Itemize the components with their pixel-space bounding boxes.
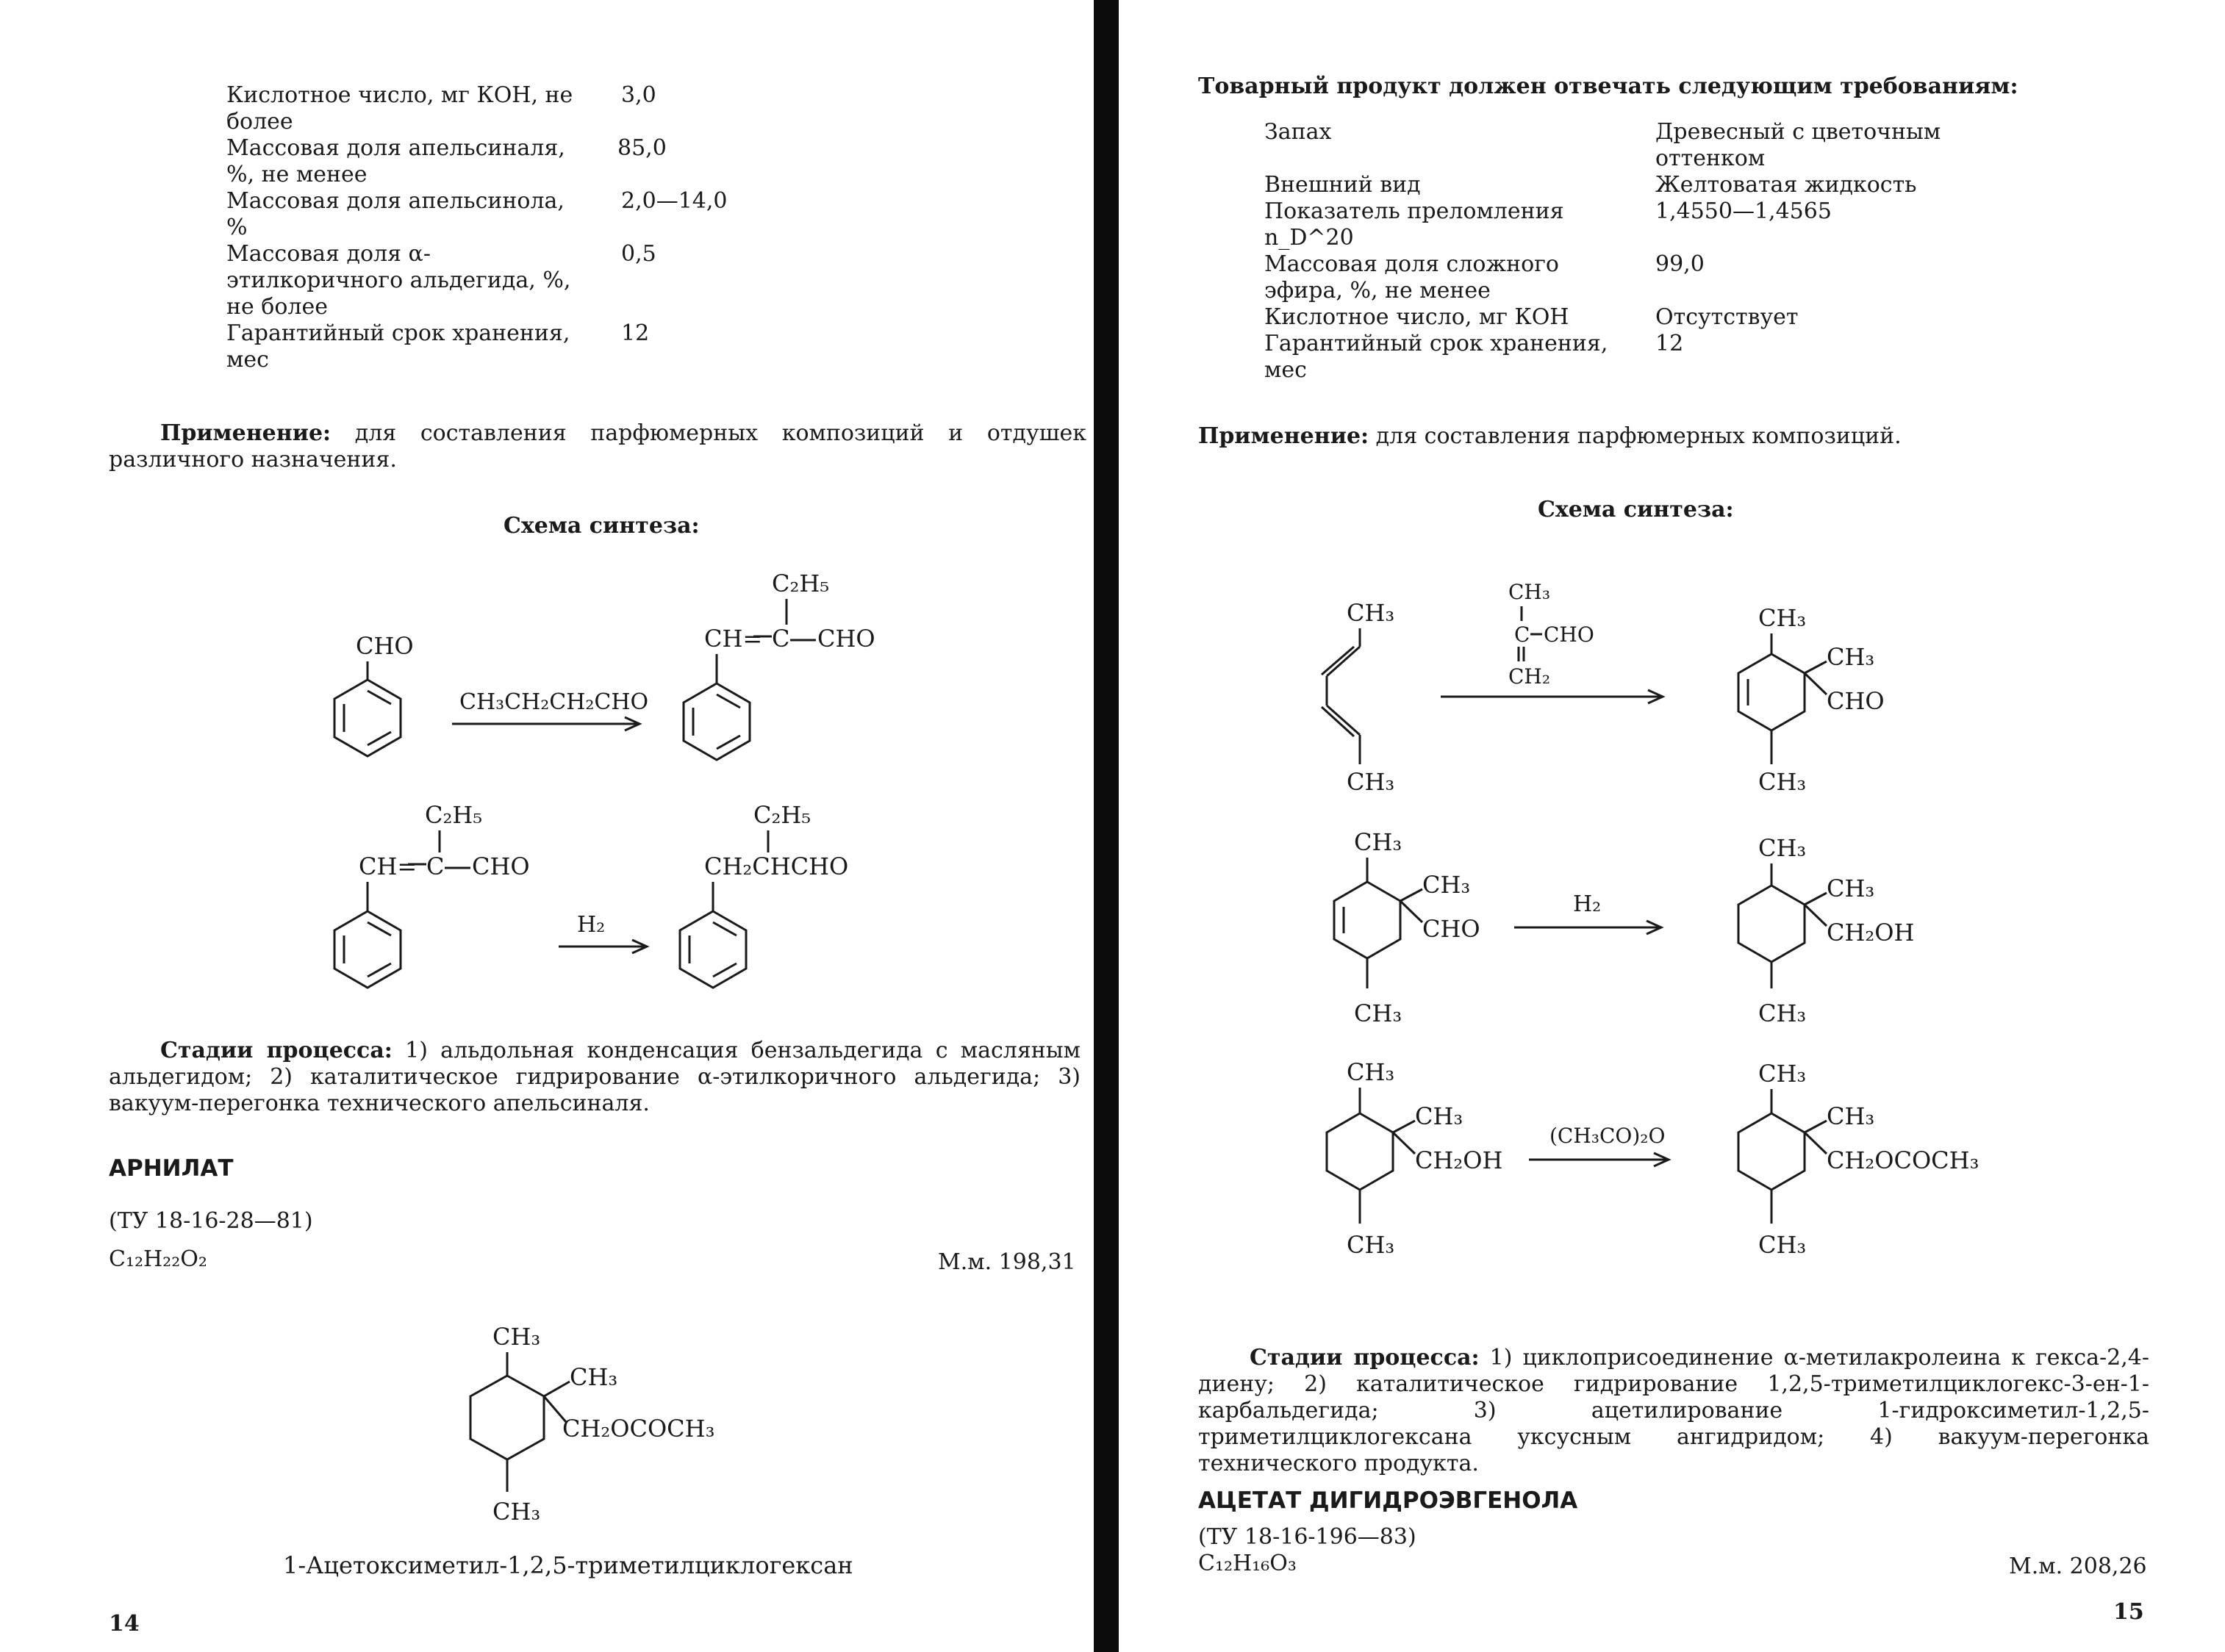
product-title: АРНИЛАТ [109,1155,234,1182]
ethylcinnamaldehyde-structure [334,801,530,988]
svg-text:CH₃: CH₃ [1758,604,1807,632]
spec-value: 0,5 [621,241,656,267]
apelsinal-structure [680,801,848,988]
svg-text:CH₂OH: CH₂OH [1827,919,1915,947]
svg-text:CHO: CHO [472,852,530,880]
stages-label: Стадии процесса: [160,1038,393,1063]
svg-text:C: C [772,625,790,653]
spec-label: Массовая доля α-этилкоричного альдегида, %, не более [226,241,571,320]
svg-text:CHO: CHO [817,625,875,653]
stages-paragraph [1198,1345,2149,1477]
spec-label: Массовая доля апельсиналя, %, не менее [226,135,565,187]
svg-text:CH₃: CH₃ [1758,1231,1807,1259]
spec-label: Кислотное число, мг КОН [1264,304,1569,330]
spec-value: Отсутствует [1655,304,1799,330]
svg-text:CH₃: CH₃ [1415,1102,1463,1130]
trimethylcyclohexylmethanol-structure [1738,834,1914,1027]
structure-caption: 1-Ацетоксиметил-1,2,5-триметилциклогексан [283,1551,853,1579]
svg-text:CH₂CHCHO: CH₂CHCHO [704,852,849,880]
svg-text:CH₃: CH₃ [1758,768,1807,796]
svg-text:CH₃: CH₃ [1827,875,1875,902]
svg-text:CH₃: CH₃ [1422,871,1471,899]
svg-text:C₂H₅: C₂H₅ [753,801,811,829]
spec-label: Внешний вид [1264,172,1421,198]
arnilat-structure [470,1323,714,1526]
stages-label: Стадии процесса: [1250,1345,1480,1371]
svg-text:CH₃: CH₃ [1347,1231,1395,1259]
product-title: АЦЕТАТ ДИГИДРОЭВГЕНОЛА [1198,1487,1578,1514]
svg-text:CH₂OCOCH₃: CH₂OCOCH₃ [1827,1146,1979,1174]
molecular-mass: М.м. 208,26 [2009,1554,2147,1579]
svg-text:CHO: CHO [356,632,414,660]
reagent-label: H₂ [577,912,606,938]
reaction-arrow [452,689,648,730]
svg-text:CH₃: CH₃ [1758,999,1807,1027]
spec-value: 3,0 [621,82,656,108]
svg-text:CH₃: CH₃ [1347,768,1395,796]
scheme-title: Схема синтеза: [1538,497,1734,522]
stages-paragraph [109,1038,1081,1117]
svg-text:CH=: CH= [704,625,763,653]
product-formula: C₁₂H₂₂O₂ [109,1246,207,1272]
reaction-arrow [1514,891,1661,934]
svg-text:C: C [1514,622,1530,647]
spec-value: Древесный с цветочным оттенком [1655,119,1941,171]
spec-value: 85,0 [617,135,667,161]
svg-text:C₂H₅: C₂H₅ [772,570,830,597]
svg-text:CH₃: CH₃ [1758,834,1807,862]
application-text: для составления парфюмерных композиций. [1375,423,1902,449]
svg-text:CH₂OH: CH₂OH [1415,1146,1503,1174]
product-tu: (ТУ 18-16-196—83) [1198,1524,1416,1550]
spec-label: Показатель преломления n_D^20 [1264,198,1564,251]
svg-text:CH₃: CH₃ [1347,1058,1395,1086]
svg-text:CH₃: CH₃ [1354,999,1402,1027]
stages-text: 1) циклоприсоединение α-метилакролеина к гекса-2,4-диену; 2) каталитическое гидрирование 1,2,5-триметилциклогекс-3-ен-1-карбальдегида; 3) ацетилирование 1-гидроксиметил-1,2,5-триметилциклогексана уксусным ангидридом; 4) вакуум-перегонка технического продукта. [1198,1345,2149,1476]
spec-value: Желтоватая жидкость [1655,172,1917,198]
reaction-arrow [1441,690,1663,703]
trimethylcyclohexene-carbaldehyde-structure [1334,828,1480,1027]
benzaldehyde-structure [334,632,414,756]
stages-text: 1) альдольная конденсация бензальдегида с масляным альдегидом; 2) каталитическое гидрирование α-этилкоричного альдегида; 3) вакуум-перегонка технического апельсиналя. [109,1038,1081,1116]
page-number: 14 [109,1611,140,1637]
svg-text:CH₃: CH₃ [1827,643,1875,671]
svg-text:CH₂: CH₂ [1508,664,1551,689]
product-formula: C₁₂H₁₆O₃ [1198,1551,1297,1576]
svg-text:CHO: CHO [1422,915,1480,943]
methacrolein-structure [1508,580,1594,689]
svg-text:CH₃: CH₃ [492,1323,541,1351]
spec-value: 12 [621,320,650,346]
spec-value: 2,0—14,0 [621,188,728,214]
reagent-label: (CH₃CO)₂O [1549,1124,1666,1148]
spec-value: 1,4550—1,4565 [1655,198,1832,224]
svg-text:CH=: CH= [359,852,418,880]
spec-label: Массовая доля сложного эфира, %, не менее [1264,251,1559,304]
svg-text:CH₃: CH₃ [1827,1102,1875,1130]
svg-text:CH₃: CH₃ [492,1498,541,1526]
spec-label: Кислотное число, мг КОН, не более [226,82,573,134]
acetate-product-structure [1738,1060,1979,1259]
spec-value: 12 [1655,331,1684,356]
product-tu: (ТУ 18-16-28—81) [109,1208,313,1234]
right-page [1125,0,2225,1652]
svg-text:C: C [426,852,445,880]
svg-text:CH₃: CH₃ [1347,599,1395,627]
ethylcinnamaldehyde-structure [684,570,875,760]
requirements-intro: Товарный продукт должен отвечать следующим требованиям: [1198,73,2018,99]
svg-text:CH₃: CH₃ [1508,580,1551,604]
spec-label: Массовая доля апельсинола, % [226,188,565,240]
reaction-arrow [559,912,647,953]
trimethylcyclohexene-carbaldehyde-structure [1738,604,1885,796]
reagent-label: CH₃CH₂CH₂CHO [459,689,649,715]
svg-text:CH₂OCOCH₃: CH₂OCOCH₃ [562,1415,715,1443]
reagent-label: H₂ [1573,891,1602,917]
application-label: Применение: [160,420,332,446]
spec-value: 99,0 [1655,251,1705,277]
spec-label: Запах [1264,119,1332,145]
svg-text:CH₃: CH₃ [1758,1060,1807,1088]
synthesis-scheme [0,0,1103,1652]
svg-text:CH₃: CH₃ [570,1363,618,1391]
spec-label: Гарантийный срок хранения, мес [1264,331,1608,383]
molecular-mass: М.м. 198,31 [938,1249,1076,1275]
application-label: Применение: [1198,423,1369,449]
left-page [0,0,1103,1652]
trimethylcyclohexylmethanol-structure [1327,1058,1502,1259]
svg-text:CHO: CHO [1827,687,1885,715]
spec-label: Гарантийный срок хранения, мес [226,320,570,373]
svg-text:CHO: CHO [1544,622,1594,647]
reaction-arrow [1529,1124,1669,1166]
page-number: 15 [2113,1599,2144,1625]
svg-text:C₂H₅: C₂H₅ [425,801,483,829]
svg-text:CH₃: CH₃ [1354,828,1402,856]
scheme-title: Схема синтеза: [504,513,700,539]
hexadiene-structure [1322,599,1394,796]
application-text: для составления парфюмерных композиций и отдушек различного назначения. [109,420,1086,473]
